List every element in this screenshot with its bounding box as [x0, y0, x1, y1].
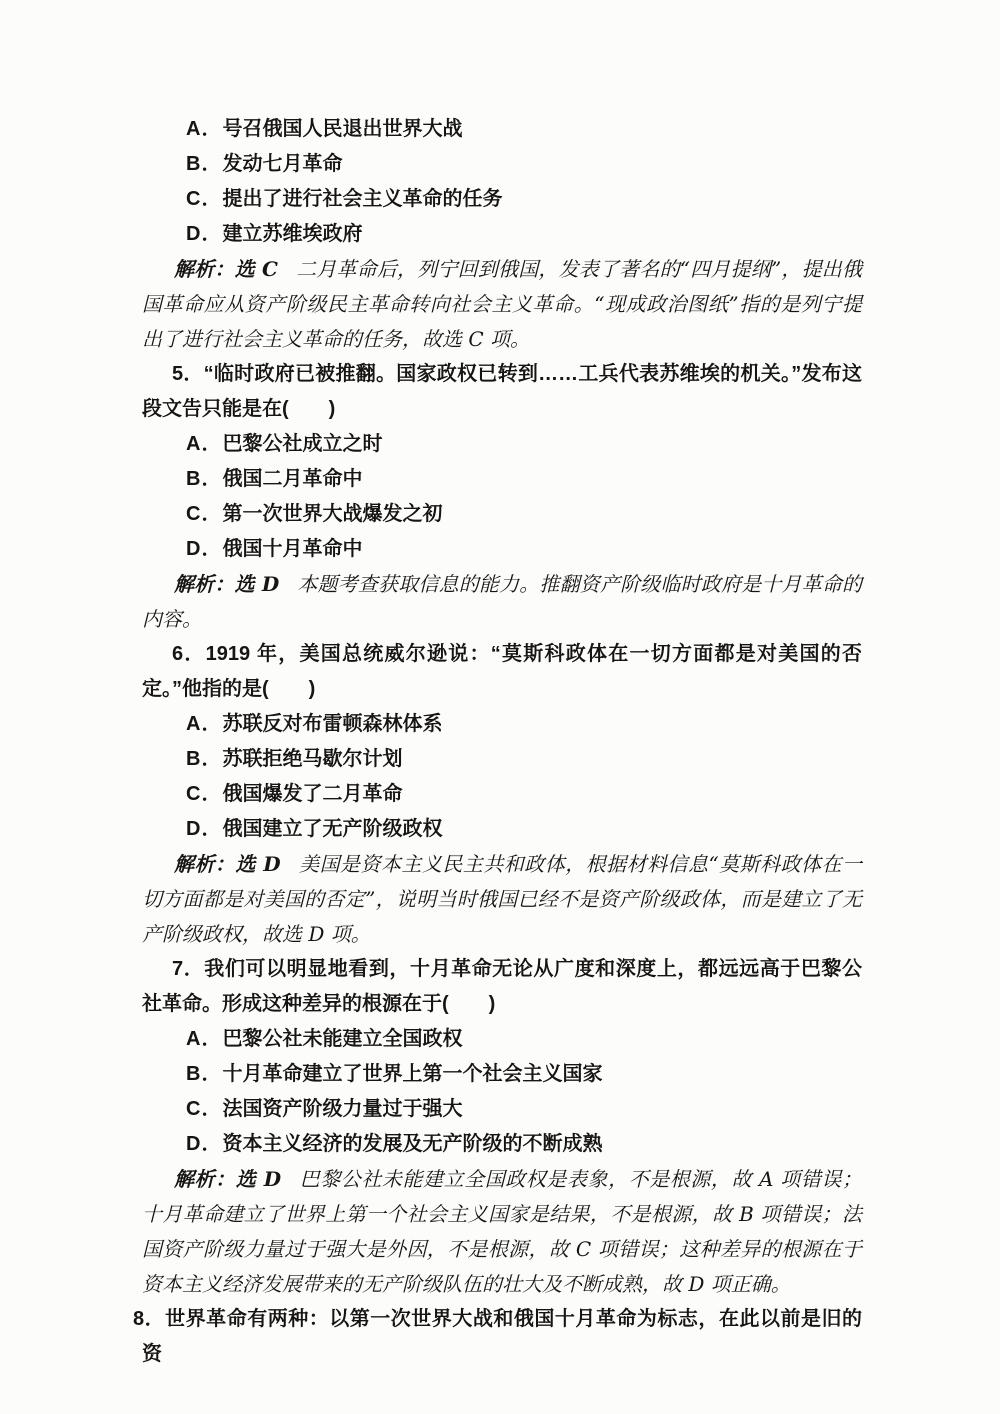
question-stem-text: “临时政府已被推翻。国家政权已转到……工兵代表苏维埃的机关。”发布这段文告只能是在( ) — [142, 363, 863, 420]
option-text: 俄国二月革命中 — [222, 468, 363, 490]
option-text: 十月革命建立了世界上第一个社会主义国家 — [222, 1063, 603, 1085]
option-b — [142, 147, 862, 182]
analysis-text: 美国是资本主义民主共和政体，根据材料信息“莫斯科政体在一切方面都是对美国的否定”，说明当时俄国已经不是资产阶级政体，而是建立了无产阶级政权，故选 D 项。 — [142, 852, 862, 946]
option-b — [142, 1057, 862, 1092]
option-text: 提出了进行社会主义革命的任务 — [222, 188, 503, 210]
question-stem-text: 世界革命有两种：以第一次世界大战和俄国十月革命为标志，在此以前是旧的资 — [142, 1308, 863, 1365]
option-a — [142, 112, 862, 147]
analysis-label: 解析： — [174, 572, 235, 596]
option-label: A． — [186, 713, 223, 735]
option-label: A． — [186, 1028, 223, 1050]
option-label: C． — [186, 783, 223, 805]
analysis-paragraph — [142, 847, 862, 952]
option-text: 巴黎公社未能建立全国政权 — [222, 1028, 463, 1050]
question-stem — [142, 952, 862, 1022]
question-number: 6． — [172, 643, 206, 665]
option-label: B． — [186, 153, 223, 175]
option-text: 发动七月革命 — [222, 153, 343, 175]
option-c — [142, 497, 862, 532]
option-a — [142, 707, 862, 742]
option-label: B． — [186, 748, 223, 770]
option-text: 俄国十月革命中 — [222, 538, 363, 560]
option-text: 建立苏维埃政府 — [222, 223, 363, 245]
option-text: 号召俄国人民退出世界大战 — [222, 118, 463, 140]
question-number: 8． — [133, 1308, 166, 1330]
option-label: C． — [186, 1098, 223, 1120]
analysis-answer: 选 D — [235, 852, 281, 876]
question-7 — [142, 952, 862, 1302]
option-d — [142, 532, 862, 567]
question-stem-partial — [133, 1302, 863, 1372]
option-label: C． — [186, 503, 223, 525]
question-stem — [142, 637, 862, 707]
option-d — [142, 1127, 862, 1162]
option-d — [142, 217, 862, 252]
analysis-label: 解析： — [174, 257, 235, 281]
option-label: C． — [186, 188, 223, 210]
option-b — [142, 742, 862, 777]
analysis-answer: 选 C — [234, 257, 278, 281]
option-label: D． — [186, 223, 223, 245]
option-text: 俄国建立了无产阶级政权 — [222, 818, 443, 840]
option-b — [142, 462, 862, 497]
option-label: A． — [186, 433, 223, 455]
option-text: 巴黎公社成立之时 — [222, 433, 383, 455]
analysis-text: 本题考查获取信息的能力。推翻资产阶级临时政府是十月革命的内容。 — [142, 572, 863, 631]
option-text: 第一次世界大战爆发之初 — [222, 503, 443, 525]
option-label: B． — [186, 1063, 223, 1085]
question-8-partial — [133, 1302, 863, 1372]
option-a — [142, 1022, 862, 1057]
option-a — [142, 427, 862, 462]
analysis-paragraph — [142, 252, 862, 357]
option-c — [142, 182, 862, 217]
option-text: 俄国爆发了二月革命 — [222, 783, 403, 805]
question-stem-text: 1919 年，美国总统威尔逊说：“莫斯科政体在一切方面都是对美国的否定。”他指的是( ) — [142, 643, 862, 700]
analysis-paragraph — [142, 567, 862, 637]
option-text: 法国资产阶级力量过于强大 — [222, 1098, 463, 1120]
option-label: D． — [186, 538, 223, 560]
analysis-label: 解析： — [174, 1167, 236, 1191]
option-label: A． — [186, 118, 223, 140]
analysis-answer: 选 D — [234, 572, 280, 596]
page-content — [133, 112, 863, 1372]
question-stem-text: 我们可以明显地看到，十月革命无论从广度和深度上，都远远高于巴黎公社革命。形成这种差异的根源在于( ) — [142, 958, 863, 1015]
option-text: 苏联反对布雷顿森林体系 — [222, 713, 443, 735]
question-5 — [142, 357, 862, 637]
option-label: D． — [186, 818, 223, 840]
analysis-text: 巴黎公社未能建立全国政权是表象，不是根源，故 A 项错误；十月革命建立了世界上第一个社会主义国家是结果，不是根源，故 B 项错误；法国资产阶级力量过于强大是外因，不是根源，故 C 项错误；这种差异的根源在于资本主义经济发展带来的无产阶级队伍的壮大及不断成熟，故 D 项正确。 — [142, 1167, 862, 1296]
analysis-answer: 选 D — [235, 1167, 282, 1191]
analysis-paragraph — [142, 1162, 862, 1302]
option-label: B． — [186, 468, 223, 490]
question-stem — [142, 357, 862, 427]
question-6 — [142, 637, 862, 952]
question-number: 7． — [172, 958, 205, 980]
option-c — [142, 777, 862, 812]
option-text: 苏联拒绝马歇尔计划 — [222, 748, 403, 770]
option-d — [142, 812, 862, 847]
option-text: 资本主义经济的发展及无产阶级的不断成熟 — [222, 1133, 603, 1155]
analysis-text: 二月革命后，列宁回到俄国，发表了著名的“四月提纲”，提出俄国革命应从资产阶级民主革命转向社会主义革命。“现成政治图纸”指的是列宁提出了进行社会主义革命的任务，故选 C 项。 — [142, 257, 863, 351]
option-label: D． — [186, 1133, 223, 1155]
question-4-continued — [142, 112, 862, 357]
question-number: 5． — [172, 363, 204, 385]
option-c — [142, 1092, 862, 1127]
analysis-label: 解析： — [174, 852, 236, 876]
